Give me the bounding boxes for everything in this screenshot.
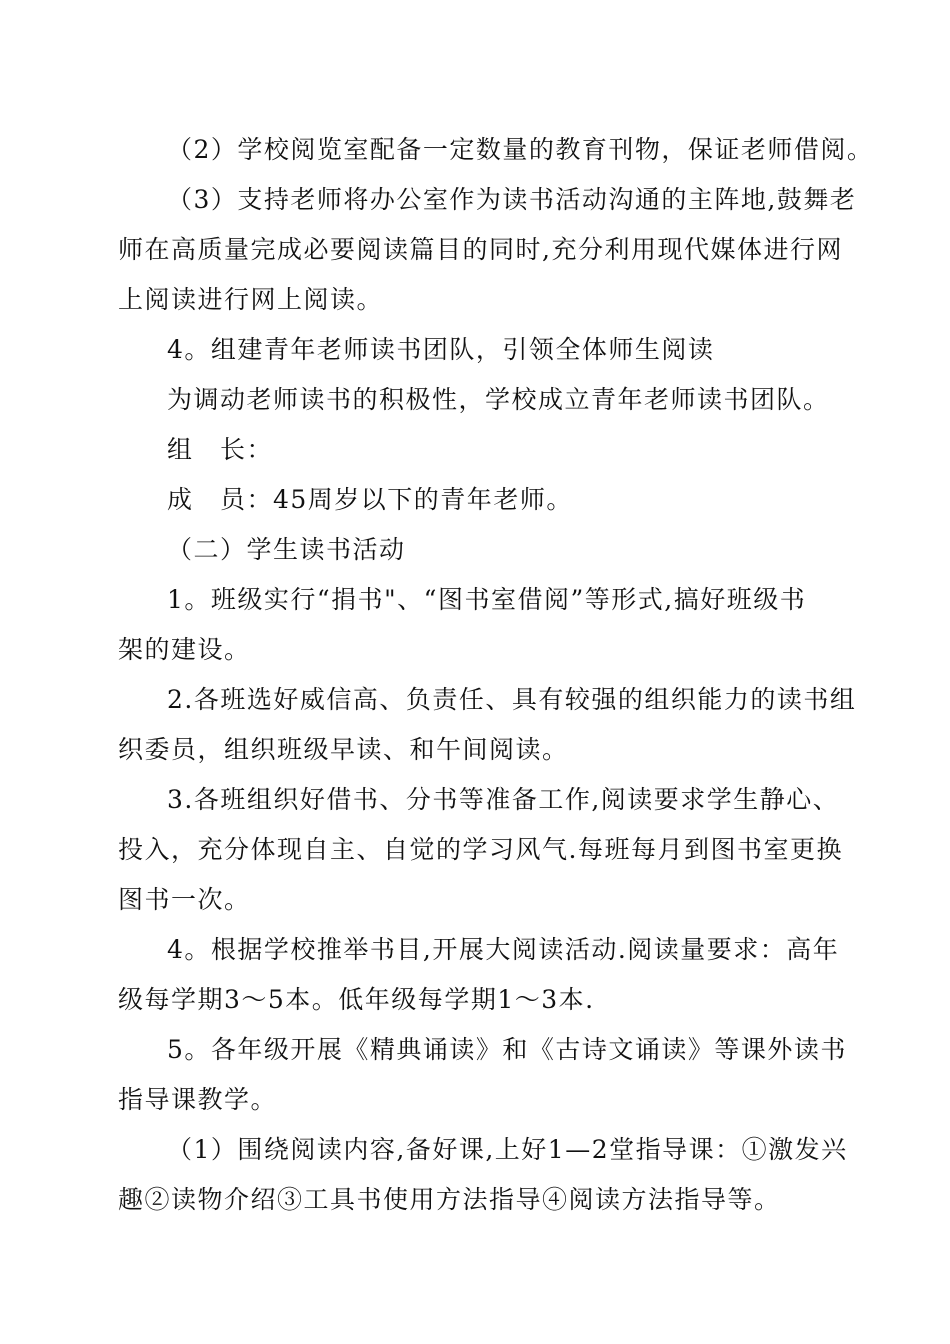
paragraph-book-lending-line-2: 投入，充分体现自主、自觉的学习风气.每班每月到图书室更换 (118, 835, 843, 864)
paragraph-reading-quantity-line-1: 4。根据学校推举书目,开展大阅读活动.阅读量要求：高年 (167, 935, 840, 964)
team-leader-line: 组 长： (167, 435, 274, 464)
section-heading-teacher-team: 4。组建青年老师读书团队，引领全体师生阅读 (167, 335, 715, 364)
paragraph-lesson-prep-line-2: 趣②读物介绍③工具书使用方法指导④阅读方法指导等。 (118, 1185, 781, 1214)
paragraph-reading-room-journals: （2）学校阅览室配备一定数量的教育刊物，保证老师借阅。 (167, 135, 874, 164)
paragraph-book-lending-line-1: 3.各班组织好借书、分书等准备工作,阅读要求学生静心、 (167, 785, 840, 814)
paragraph-reading-quantity-line-2: 级每学期3～5本。低年级每学期1～3本. (118, 985, 595, 1014)
paragraph-class-bookshelf-line-2: 架的建设。 (118, 635, 251, 664)
paragraph-guidance-class-line-2: 指导课教学。 (118, 1085, 278, 1114)
paragraph-reading-committee-line-2: 织委员，组织班级早读、和午间阅读。 (118, 735, 569, 764)
paragraph-lesson-prep-line-1: （1）围绕阅读内容,备好课,上好1—2堂指导课：①激发兴 (167, 1135, 848, 1164)
paragraph-office-reading-line-3: 上阅读进行网上阅读。 (118, 285, 384, 314)
paragraph-guidance-class-line-1: 5。各年级开展《精典诵读》和《古诗文诵读》等课外读书 (167, 1035, 847, 1064)
paragraph-reading-committee-line-1: 2.各班选好威信高、负责任、具有较强的组织能力的读书组 (167, 685, 857, 714)
paragraph-office-reading-line-1: （3）支持老师将办公室作为读书活动沟通的主阵地,鼓舞老 (167, 185, 857, 214)
paragraph-office-reading-line-2: 师在高质量完成必要阅读篇目的同时,充分利用现代媒体进行网 (118, 235, 843, 264)
team-members-line: 成 员：45周岁以下的青年老师。 (167, 485, 573, 514)
paragraph-class-bookshelf-line-1: 1。班级实行“捐书"、“图书室借阅”等形式,搞好班级书 (167, 585, 807, 614)
paragraph-teacher-team-purpose: 为调动老师读书的积极性，学校成立青年老师读书团队。 (167, 385, 830, 414)
paragraph-book-lending-line-3: 图书一次。 (118, 885, 251, 914)
section-heading-student-reading: （二）学生读书活动 (167, 535, 406, 564)
